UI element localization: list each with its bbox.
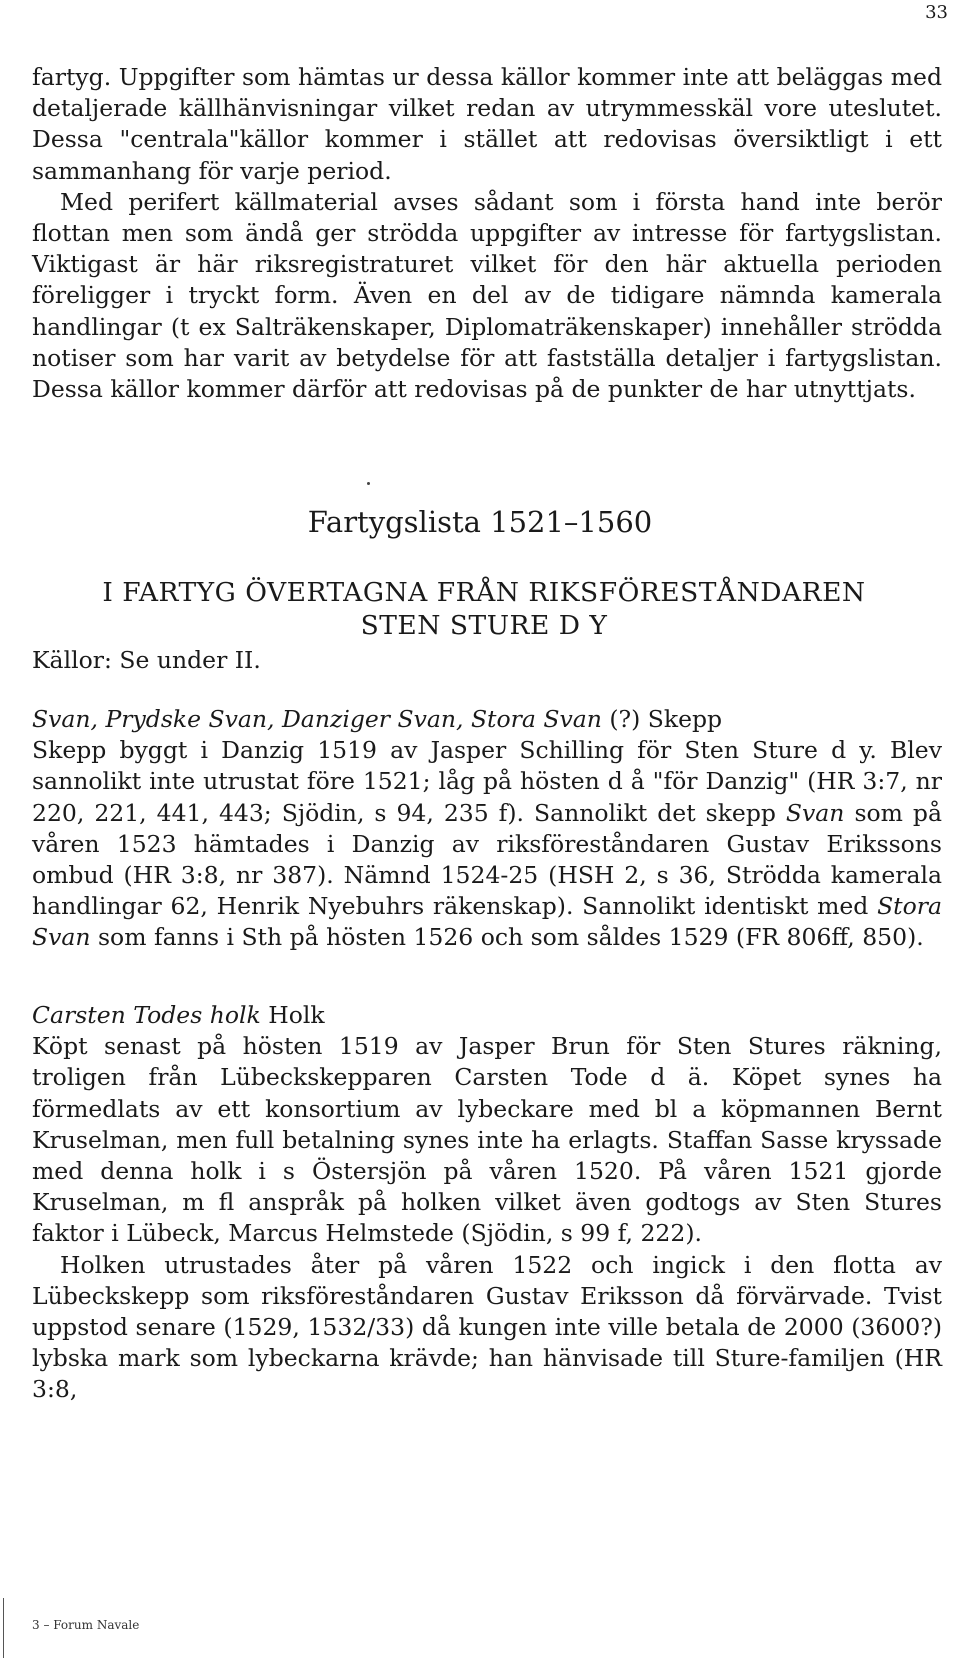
ship-name: Svan, Prydske Svan, Danziger Svan, Stora Svan <box>32 705 602 733</box>
ship-type: (?) Skepp <box>601 705 723 733</box>
entry-body-continued: Holken utrustades åter på våren 1522 och ingick i den flotta av Lübeckskepp som riksföreståndaren Gustav Eriksson då förvärvade. Tvist uppstod senare (1529, 1532/33) då kungen inte ville betala de 2000 (3600?) lybska mark som lybeckarna krävde; han hänvisade till Sture-familjen (HR 3:8, <box>32 1250 942 1404</box>
section-heading <box>64 576 904 642</box>
ship-type: Holk <box>260 1001 325 1029</box>
intro-paragraph-2: Med perifert källmaterial avses sådant som i första hand inte berör flottan men som ändå ger strödda uppgifter av intresse för fartygslistan. Viktigast är här riksregistraturet vilket för den här aktuella perioden föreligger i tryckt form. Även en del av de tidigare nämnda kamerala handlingar (t ex Salträkenskaper, Diplomaträkenskaper) innehåller strödda notiser som har varit av betydelse för att fastställa detaljer i fartygslistan. Dessa källor kommer därför att redovisas på de punkter de har utnyttjats. <box>32 187 942 404</box>
ship-reference: Svan <box>785 798 845 827</box>
footer-signature: 3 – Forum Navale <box>32 1618 140 1632</box>
entry-body: Köpt senast på hösten 1519 av Jasper Brun för Sten Stures räkning, troligen från Lübeckskepparen Carsten Tode d ä. Köpet synes ha förmedlats av ett konsortium av lybeckare med bl a köpmannen Bernt Kruselman, men full betalning synes inte ha erlagts. Staffan Sasse kryssade med denna holk i s Östersjön på våren 1520. På våren 1521 gjorde Kruselman, m fl anspråk på holken vilket även godtogs av Sten Stures faktor i Lübeck, Marcus Helmstede (Sjödin, s 99 f, 222). <box>32 1032 942 1248</box>
sources-line: Källor: Se under II. <box>32 646 261 674</box>
ship-reference: Stora Svan <box>32 892 942 952</box>
margin-line <box>3 1598 4 1658</box>
ship-name: Carsten Todes holk <box>32 1001 261 1029</box>
decorative-dot <box>367 482 370 485</box>
entry-header <box>32 704 942 735</box>
page-number: 33 <box>925 2 948 23</box>
section-heading-line-2: STEN STURE D Y <box>360 610 608 641</box>
entry-header <box>32 1000 942 1031</box>
list-title: Fartygslista 1521–1560 <box>307 505 653 539</box>
entry-carsten-todes-holk <box>32 1000 942 1406</box>
section-heading-line-1: I FARTYG ÖVERTAGNA FRÅN RIKSFÖRESTÅNDAREN <box>102 577 866 608</box>
intro-paragraph-1: fartyg. Uppgifter som hämtas ur dessa källor kommer inte att beläggas med detaljerade källhänvisningar vilket redan av utrymmesskäl vore uteslutet. Dessa "centrala"källor kommer i stället att redovisas översiktligt i ett sammanhang för varje period. <box>32 63 942 185</box>
entry-svan <box>32 704 942 954</box>
entry-body: Skepp byggt i Danzig 1519 av Jasper Schilling för Sten Sture d y. Blev sannolikt inte utrustat före 1521; låg på hösten d å "för Danzig" (HR 3:7, nr 220, 221, 441, 443; Sjödin, s 94, 235 f). Sannolikt det skepp Svan som på våren 1523 hämtades i Danzig av riksföreståndaren Gustav Erikssons ombud (HR 3:8, nr 387). Nämnd 1524-25 (HSH 2, s 36, Strödda kamerala handlingar 62, Henrik Nyebuhrs räkenskap). Sannolikt identiskt med Stora Svan som fanns i Sth på hösten 1526 och som såldes 1529 (FR 806ff, 850). <box>32 736 942 952</box>
intro-text <box>32 62 942 405</box>
